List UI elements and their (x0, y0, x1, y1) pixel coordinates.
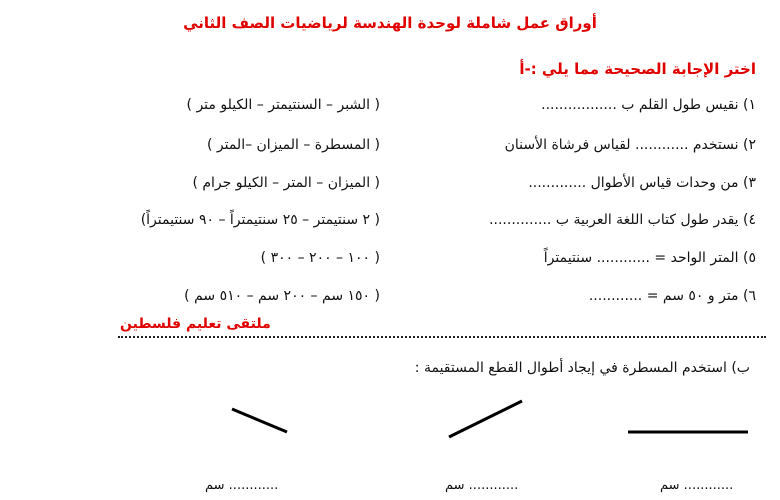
question-6: ٦) متر و ٥٠ سم = ............ (588, 288, 756, 304)
question-3: ٣) من وحدات قياس الأطوال ............. (528, 175, 756, 191)
answer-blank-left: ............ سم (205, 478, 279, 493)
question-2: ٢) نستخدم ............ لقياس فرشاة الأسنان (504, 137, 756, 153)
question-3-options: ( الميزان – المتر – الكيلو جرام ) (192, 175, 380, 191)
watermark-text: ملتقى تعليم فلسطين (120, 316, 271, 332)
question-2-options: ( المسطرة – الميزان –المتر ) (206, 137, 380, 153)
question-5: ٥) المتر الواحد = ............ سنتيمتراً (543, 250, 756, 266)
segment-left (232, 409, 287, 432)
answer-blank-right: ............ سم (660, 478, 734, 493)
page-title: أوراق عمل شاملة لوحدة الهندسة لرياضيات الصف الثاني (183, 14, 597, 32)
question-6-options: ( ١٥٠ سم – ٢٠٠ سم – ٥١٠ سم ) (184, 288, 380, 304)
question-4-options: ( ٢ سنتيمتر – ٢٥ سنتيمتراً – ٩٠ سنتيمتراً) (140, 212, 380, 228)
question-1: ١) نقيس طول القلم ب ................. (541, 97, 756, 113)
question-4: ٤) يقدر طول كتاب اللغة العربية ب .............. (489, 212, 756, 228)
section-a-heading: اختر الإجابة الصحيحة مما يلي :-أ (519, 60, 756, 78)
segment-middle (449, 401, 522, 437)
answer-blank-middle: ............ سم (445, 478, 519, 493)
section-b-heading: ب) استخدم المسطرة في إيجاد أطوال القطع المستقيمة : (414, 360, 750, 376)
question-1-options: ( الشبر – السنتيمتر – الكيلو متر ) (186, 97, 380, 113)
question-5-options: ( ١٠٠ – ٢٠٠ – ٣٠٠ ) (260, 250, 380, 266)
